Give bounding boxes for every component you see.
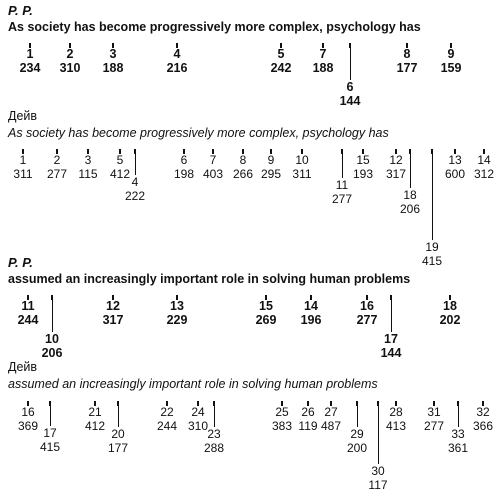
- marker-stem: [118, 406, 119, 427]
- marker-index: 24: [191, 405, 205, 419]
- marker-duration: 311: [13, 167, 33, 181]
- block1-sentence: As society has become progressively more complex, psychology has: [8, 20, 421, 34]
- marker-index: 16: [360, 299, 374, 313]
- marker-index: 15: [259, 299, 273, 313]
- marker-duration: 200: [346, 441, 368, 455]
- marker-duration: 244: [156, 419, 178, 433]
- marker-duration: 412: [109, 167, 131, 181]
- marker-index: 3: [84, 153, 92, 167]
- marker-duration: 403: [202, 167, 224, 181]
- block1-heading: P. P.: [8, 3, 33, 18]
- marker-duration: 415: [39, 440, 61, 454]
- marker-index: 3: [109, 47, 117, 61]
- block2-heading: Дейв: [8, 109, 38, 123]
- marker-index: 29: [350, 427, 364, 441]
- marker-index: 6: [346, 80, 354, 94]
- marker-index: 28: [389, 405, 403, 419]
- marker-index: 23: [207, 427, 221, 441]
- marker-stem: [410, 154, 411, 188]
- marker-duration: 206: [399, 202, 421, 216]
- marker-duration: 311: [292, 167, 312, 181]
- marker-duration: 198: [173, 167, 195, 181]
- marker-index: 25: [275, 405, 289, 419]
- marker-index: 7: [209, 153, 217, 167]
- marker-duration: 277: [46, 167, 68, 181]
- marker-duration: 202: [439, 313, 461, 327]
- marker-index: 27: [324, 405, 338, 419]
- marker-index: 21: [88, 405, 102, 419]
- marker-duration: 295: [260, 167, 282, 181]
- marker-duration: 222: [124, 189, 146, 203]
- marker-index: 12: [106, 299, 120, 313]
- marker-duration: 115: [78, 167, 98, 181]
- marker-index: 31: [427, 405, 441, 419]
- block3-heading: P. P.: [8, 255, 33, 270]
- marker-index: 13: [448, 153, 462, 167]
- marker-index: 5: [277, 47, 285, 61]
- marker-index: 2: [66, 47, 74, 61]
- block3-sentence: assumed an increasingly important role in solving human problems: [8, 272, 411, 286]
- marker-duration: 277: [331, 192, 353, 206]
- marker-index: 18: [403, 188, 417, 202]
- marker-duration: 117: [368, 478, 388, 492]
- marker-stem: [135, 154, 136, 175]
- marker-duration: 159: [440, 61, 462, 75]
- marker-index: 16: [21, 405, 35, 419]
- marker-duration: 317: [385, 167, 407, 181]
- marker-stem: [214, 406, 215, 427]
- marker-duration: 188: [102, 61, 124, 75]
- marker-index: 11: [335, 178, 349, 192]
- marker-duration: 144: [380, 346, 402, 360]
- marker-duration: 196: [300, 313, 322, 327]
- marker-duration: 310: [59, 61, 81, 75]
- marker-duration: 244: [17, 313, 39, 327]
- marker-duration: 188: [312, 61, 334, 75]
- marker-stem: [357, 406, 358, 427]
- marker-duration: 266: [232, 167, 254, 181]
- marker-duration: 216: [166, 61, 188, 75]
- marker-duration: 119: [298, 419, 318, 433]
- marker-duration: 310: [187, 419, 209, 433]
- marker-duration: 177: [396, 61, 418, 75]
- marker-stem: [52, 300, 53, 332]
- marker-duration: 144: [339, 94, 361, 108]
- marker-duration: 600: [444, 167, 466, 181]
- marker-index: 19: [425, 240, 439, 254]
- marker-stem: [458, 406, 459, 427]
- marker-index: 11: [21, 299, 35, 313]
- marker-index: 10: [295, 153, 309, 167]
- marker-index: 12: [389, 153, 403, 167]
- marker-duration: 277: [356, 313, 378, 327]
- marker-index: 4: [173, 47, 181, 61]
- marker-index: 26: [301, 405, 315, 419]
- marker-index: 17: [384, 332, 398, 346]
- marker-duration: 229: [166, 313, 188, 327]
- marker-duration: 277: [423, 419, 445, 433]
- marker-index: 9: [447, 47, 455, 61]
- marker-duration: 177: [107, 441, 129, 455]
- marker-index: 15: [356, 153, 370, 167]
- marker-duration: 234: [19, 61, 41, 75]
- marker-index: 14: [477, 153, 491, 167]
- marker-duration: 487: [320, 419, 342, 433]
- marker-index: 1: [19, 153, 27, 167]
- marker-index: 22: [160, 405, 174, 419]
- marker-index: 6: [180, 153, 188, 167]
- marker-duration: 369: [17, 419, 39, 433]
- marker-index: 20: [111, 427, 125, 441]
- marker-index: 4: [131, 175, 139, 189]
- marker-stem: [350, 48, 351, 80]
- marker-index: 7: [319, 47, 327, 61]
- marker-index: 8: [239, 153, 247, 167]
- block2-sentence: As society has become progressively more complex, psychology has: [8, 126, 389, 140]
- marker-index: 10: [45, 332, 59, 346]
- marker-stem: [391, 300, 392, 332]
- marker-index: 2: [53, 153, 61, 167]
- block4-sentence: assumed an increasingly important role in solving human problems: [8, 377, 378, 391]
- marker-duration: 193: [352, 167, 374, 181]
- marker-index: 32: [476, 405, 490, 419]
- marker-duration: 317: [102, 313, 124, 327]
- marker-stem: [432, 154, 433, 240]
- marker-index: 30: [371, 464, 385, 478]
- marker-index: 8: [403, 47, 411, 61]
- marker-duration: 366: [472, 419, 494, 433]
- marker-index: 18: [443, 299, 457, 313]
- marker-index: 14: [304, 299, 318, 313]
- marker-duration: 413: [385, 419, 407, 433]
- marker-index: 1: [26, 47, 34, 61]
- marker-duration: 383: [271, 419, 293, 433]
- marker-index: 17: [43, 426, 57, 440]
- marker-duration: 288: [203, 441, 225, 455]
- marker-duration: 312: [473, 167, 495, 181]
- marker-index: 13: [170, 299, 184, 313]
- marker-index: 9: [267, 153, 275, 167]
- marker-duration: 415: [421, 254, 443, 268]
- marker-duration: 206: [41, 346, 63, 360]
- marker-duration: 412: [84, 419, 106, 433]
- marker-index: 5: [116, 153, 124, 167]
- marker-duration: 242: [270, 61, 292, 75]
- marker-duration: 269: [255, 313, 277, 327]
- marker-stem: [50, 406, 51, 426]
- marker-duration: 361: [447, 441, 469, 455]
- block4-heading: Дейв: [8, 360, 38, 374]
- marker-index: 33: [451, 427, 465, 441]
